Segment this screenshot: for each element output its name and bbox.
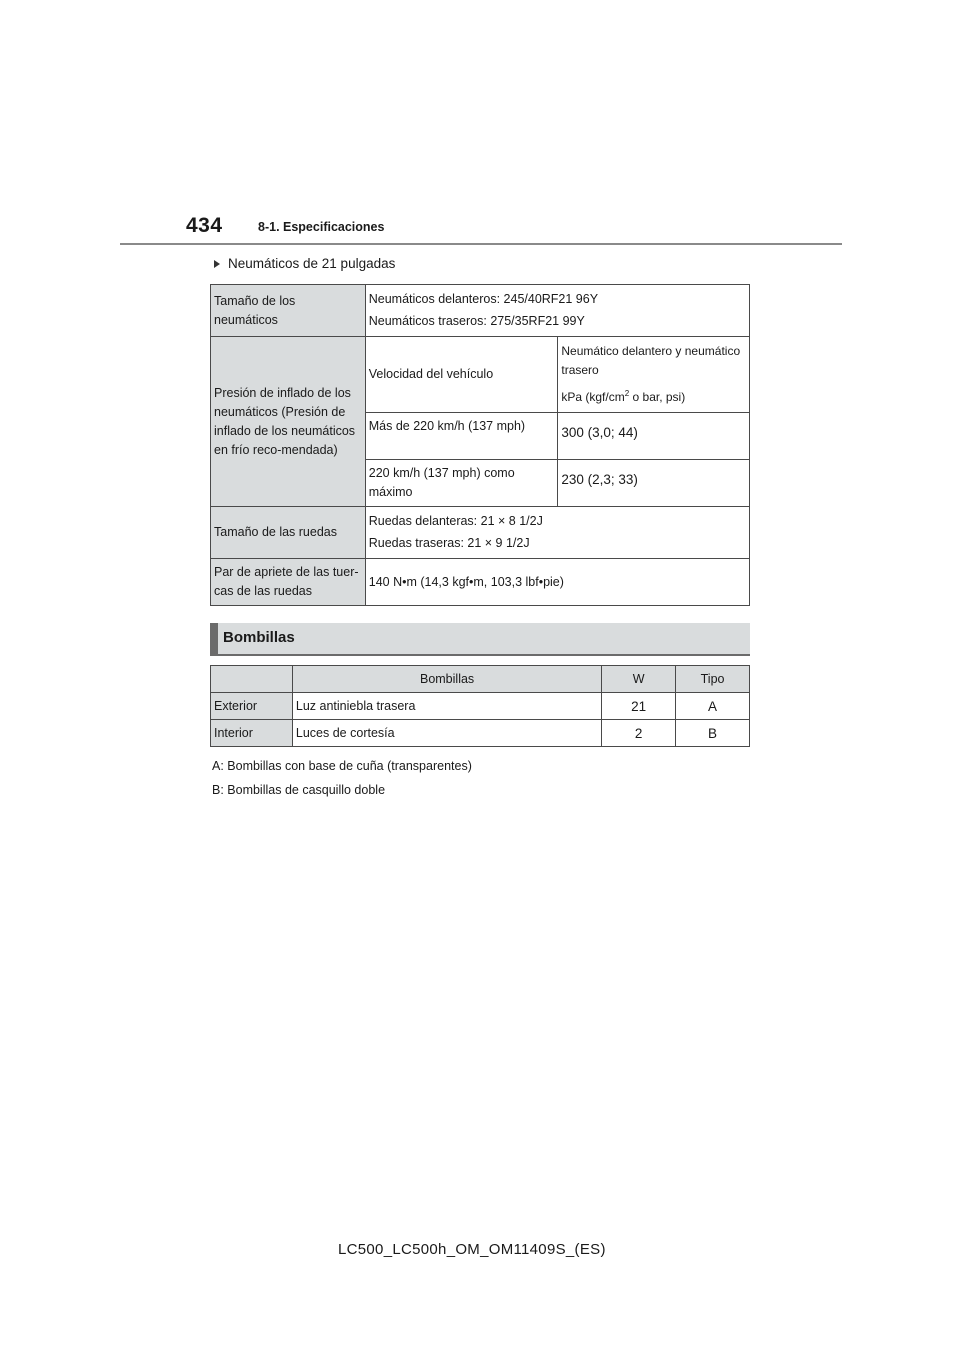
pressure-2-cell xyxy=(558,460,750,507)
bulb-name: Luces de cortesía xyxy=(292,720,601,747)
document-id-footer: LC500_LC500h_OM_OM11409S_(ES) xyxy=(338,1241,606,1258)
bulb-type: B xyxy=(676,720,750,747)
speed-header-cell xyxy=(365,337,558,413)
speed-1-cell xyxy=(365,413,558,460)
table-row xyxy=(211,720,750,747)
pressure-unit-b: o bar, psi) xyxy=(629,390,686,404)
pressure-2: 230 (2,3; 33) xyxy=(561,472,638,487)
bulbs-table xyxy=(210,665,750,747)
pressure-1-cell xyxy=(558,413,750,460)
tire-size-front: Neumáticos delanteros: 245/40RF21 96Y xyxy=(368,292,599,306)
pressure-unit-sup: 2 xyxy=(624,389,630,398)
tire-spec-table xyxy=(210,284,750,606)
bulb-name: Luz antiniebla trasera xyxy=(292,693,601,720)
bulb-location: Interior xyxy=(211,720,293,747)
bulb-watts: 21 xyxy=(602,693,676,720)
tire-size-value-cell xyxy=(365,285,749,337)
pressure-label: Presión de inflado de los neumáticos (Presión de inflado de los neumáticos en frío reco-mendada) xyxy=(214,385,356,457)
bulb-type: A xyxy=(676,693,750,720)
bulbs-section-title: Bombillas xyxy=(223,629,295,646)
tire-size-rear: Neumáticos traseros: 275/35RF21 99Y xyxy=(368,314,585,328)
pressure-1: 300 (3,0; 44) xyxy=(561,425,638,440)
speed-2-cell xyxy=(365,460,558,507)
speed-header: Velocidad del vehículo xyxy=(368,367,494,381)
pressure-header-cell xyxy=(558,337,750,413)
table-row xyxy=(211,693,750,720)
wheel-size-label: Tamaño de las ruedas xyxy=(214,525,337,539)
page-number: 434 xyxy=(186,214,223,237)
section-header-accent xyxy=(210,623,218,654)
triangle-bullet-icon xyxy=(214,260,220,268)
tires-heading xyxy=(214,256,395,271)
tire-size-label-cell xyxy=(211,285,366,337)
pressure-unit xyxy=(561,384,746,407)
bulb-note-a: A: Bombillas con base de cuña (transparentes) xyxy=(212,759,472,773)
header-divider xyxy=(120,243,842,245)
bulbs-header-blank xyxy=(211,666,293,693)
torque-label-cell xyxy=(211,559,366,606)
pressure-header: Neumático delantero y neumático trasero xyxy=(561,344,741,377)
tires-heading-text: Neumáticos de 21 pulgadas xyxy=(228,256,396,271)
torque-value-cell xyxy=(365,559,749,606)
bulb-watts: 2 xyxy=(602,720,676,747)
torque-value: 140 N•m (14,3 kgf•m, 103,3 lbf•pie) xyxy=(368,574,564,589)
pressure-label-cell xyxy=(211,337,366,507)
bulbs-section-rule xyxy=(210,654,750,656)
bulbs-header-name: Bombillas xyxy=(292,666,601,693)
speed-1: Más de 220 km/h (137 mph) xyxy=(368,419,526,433)
bulb-location: Exterior xyxy=(211,693,293,720)
wheel-size-front: Ruedas delanteras: 21 × 8 1/2J xyxy=(368,514,543,528)
wheel-size-label-cell xyxy=(211,507,366,559)
pressure-unit-a: kPa (kgf/cm xyxy=(561,390,625,404)
torque-label: Par de apriete de las tuer-cas de las ruedas xyxy=(214,565,359,598)
tire-size-label: Tamaño de los neumáticos xyxy=(214,293,296,327)
bulbs-header-watts: W xyxy=(602,666,676,693)
wheel-size-value-cell xyxy=(365,507,749,559)
bulbs-header-type: Tipo xyxy=(676,666,750,693)
section-title: 8-1. Especificaciones xyxy=(258,220,385,234)
wheel-size-rear: Ruedas traseras: 21 × 9 1/2J xyxy=(368,536,530,550)
bulbs-section-header xyxy=(210,623,750,654)
speed-2: 220 km/h (137 mph) como máximo xyxy=(368,466,515,499)
bulb-note-b: B: Bombillas de casquillo doble xyxy=(212,783,386,797)
